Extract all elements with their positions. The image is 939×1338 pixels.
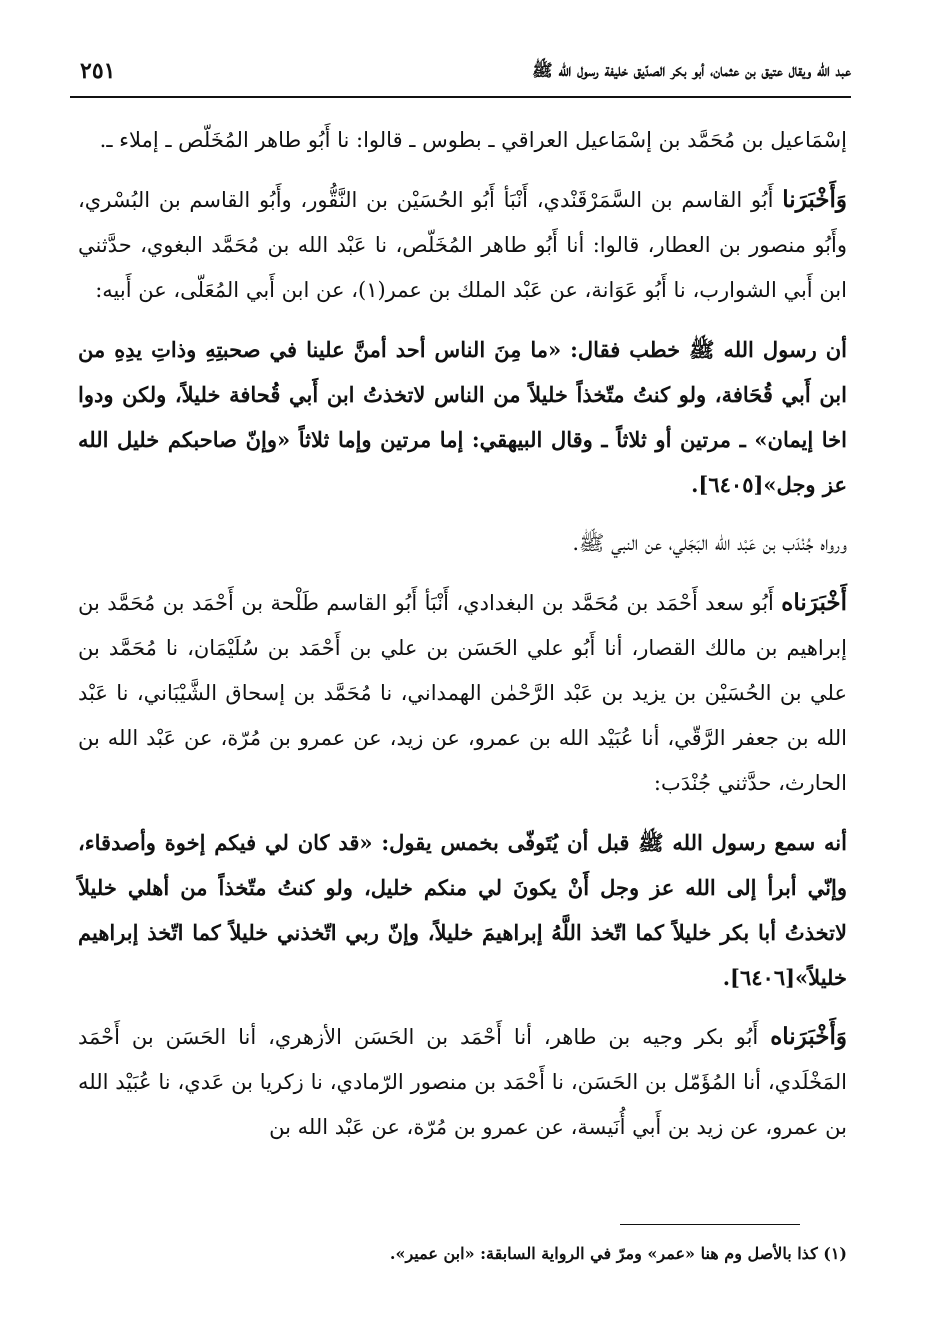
header-rule bbox=[70, 96, 851, 98]
paragraph-7 bbox=[78, 1014, 847, 1150]
paragraph-7-lead: وَأَخْبَرَناه bbox=[770, 1023, 847, 1050]
paragraph-4 bbox=[78, 521, 847, 566]
paragraph-2-lead: وَأَخْبَرَنا bbox=[782, 186, 847, 213]
paragraph-5 bbox=[78, 580, 847, 806]
paragraph-2-text: أَبُو القاسم بن السَّمَرْقَنْدي، أَنْبَأ أَبُو الحُسَيْن بن النَّقُّور، وأَبُو القاسم بن البُسْري، وأَبُو منصور بن العطار، قالوا: أنا أَبُو طاهر المُخَلّص، نا عَبْد الله بن مُحَمَّد البغوي، حدَّثني ابن أَبي الشوارب، نا أَبُو عَوَانة، عن عَبْد الملك بن عمر(١)، عن ابن أَبي المُعَلّى، عن أَبيه: bbox=[78, 188, 847, 302]
paragraph-5-text: أَبُو سعد أَحْمَد بن مُحَمَّد بن البغدادي، أَنْبَأ أَبُو القاسم طَلْحة بن أَحْمَد بن مُحَمَّد بن إبراهيم بن مالك القصار، أنا أَبُو علي الحَسَن بن علي بن أَحْمَد بن سُلَيْمَان، نا مُحَمَّد بن علي بن الحُسَيْن بن يزيد بن عَبْد الرَّحْمٰن الهمداني، نا مُحَمَّد بن إسحاق الشَّيْبَاني، نا عَبْد الله بن جعفر الرَّقّي، أنا عُبَيْد الله بن عمرو، عن زيد، عن عمرو بن مُرّة، عن عَبْد الله بن الحارث، حدَّثني جُنْدَب: bbox=[78, 591, 847, 795]
main-text bbox=[78, 118, 847, 1164]
paragraph-1-text: إسْمَاعيل بن مُحَمَّد بن إسْمَاعيل العراقي ـ بطوس ـ قالوا: نا أَبُو طاهر المُخَلّص ـ إملاء ـ. bbox=[99, 128, 847, 152]
paragraph-4-text: ورواه جُنْدَب بن عَبْد الله البَجَلي، عن النبي ﷺ. bbox=[572, 531, 847, 555]
footnote-rule bbox=[620, 1224, 800, 1225]
footnote-text: (١) كذا بالأصل وم هنا «عمر» ومرّ في الرواية السابقة: «ابن عمير». bbox=[389, 1244, 847, 1263]
paragraph-5-lead: أَخْبَرَناه bbox=[781, 589, 847, 616]
running-title: عبد الله ويقال عتيق بن عثمان، أبو بكر الصدّيق خليفة رسول الله ﷺ bbox=[532, 61, 851, 81]
paragraph-1 bbox=[78, 118, 847, 163]
paragraph-2 bbox=[78, 177, 847, 313]
paragraph-7-text: أَبُو بكر وجيه بن طاهر، أنا أَحْمَد بن الحَسَن الأزهري، أنا الحَسَن بن أَحْمَد المَخْلَدي، أنا المُؤَمّل بن الحَسَن، نا أَحْمَد بن منصور الرّمادي، نا زكريا بن عَدي، نا عُبَيْد الله بن عمرو، عن زيد بن أَبي أُنَيسة، عن عمرو بن مُرّة، عن عَبْد الله بن bbox=[78, 1025, 847, 1139]
hadith-quote-1 bbox=[78, 327, 847, 507]
footnote bbox=[87, 1240, 847, 1268]
page-header bbox=[70, 52, 851, 98]
hadith-quote-2 bbox=[78, 820, 847, 1000]
page-number: ٢٥١ bbox=[80, 58, 116, 84]
hadith-quote-1-text: أن رسول الله ﷺ خطب فقال: «ما مِنَ الناس أحد أمنَّ علينا في صحبتِهِ وذاتِ يدِهِ من ابن أَبي قُحَافة، ولو كنتُ متّخذاً خليلاً من الناس لاتخذتُ ابن أَبي قُحافة خليلاً، ولكن ودوا اخا إيمان» ـ مرتين أو ثلاثاً ـ وقال البيهقي: إما مرتين وإما ثلاثاً «وإنّ صاحبكم خليل الله عز وجل»[٦٤٠٥]. bbox=[78, 337, 847, 497]
hadith-quote-2-text: أنه سمع رسول الله ﷺ قبل أن يُتَوفّى بخمس يقول: «قد كان لي فيكم إخوة وأصدقاء، وإنّي أبرأ إلى الله عز وجل أَنْ يكونَ لي منكم خليل، ولو كنتُ متّخذاً من أهلي خليلاً لاتخذتُ أبا بكر خليلاً كما اتّخذ اللَّهُ إبراهيمَ خليلاً، وإنّ ربي اتّخذني خليلاً كما اتّخذ إبراهيم خليلاً»[٦٤٠٦]. bbox=[78, 830, 847, 990]
